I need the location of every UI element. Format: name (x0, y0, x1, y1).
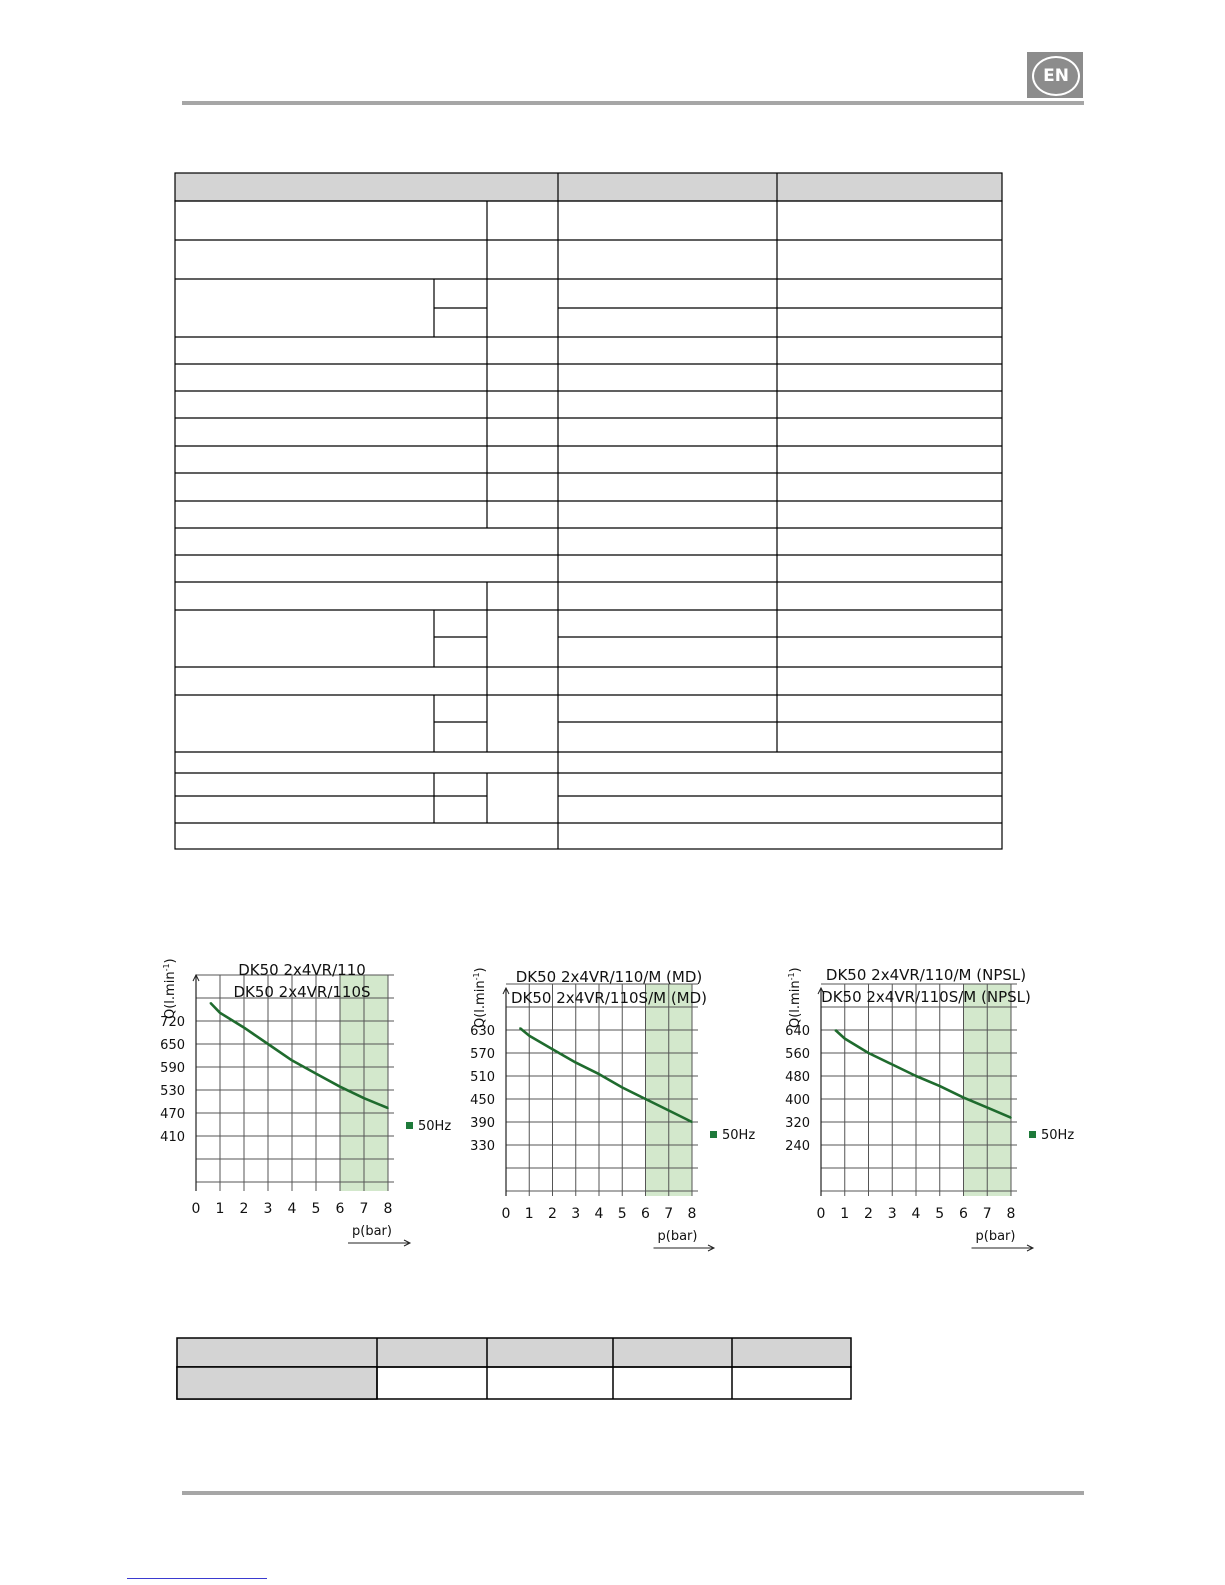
flow-curve-point (1010, 1117, 1012, 1119)
x-tick-label: 8 (383, 1201, 393, 1217)
x-tick-label: 6 (959, 1206, 968, 1222)
flow-chart-2 (460, 960, 770, 1260)
y-tick-label: 630 (470, 1024, 495, 1039)
flow-curve-point (219, 1012, 221, 1014)
flow-curve-point (844, 1038, 846, 1040)
x-tick-label: 2 (239, 1201, 249, 1217)
flow-curve-point (363, 1097, 365, 1099)
flow-curve-point (575, 1062, 577, 1064)
flow-curve-point (528, 1035, 530, 1037)
y-tick-label: 570 (470, 1047, 495, 1062)
x-tick-label: 6 (335, 1201, 345, 1217)
y-tick-label: 510 (470, 1070, 495, 1085)
y-tick-label: 480 (785, 1070, 810, 1085)
x-tick-label: 7 (664, 1206, 674, 1222)
x-tick-label: 4 (594, 1206, 604, 1222)
y-axis-label: $Q(l.\min^{-1})$ (472, 967, 488, 1028)
summary-table-row-label (177, 1367, 377, 1399)
x-tick-label: 3 (263, 1201, 273, 1217)
flow-curve-point (834, 1029, 836, 1031)
x-tick-label: 5 (311, 1201, 321, 1217)
chart-title-line: DK50 2x4VR/110 (238, 961, 366, 979)
x-tick-label: 4 (911, 1206, 921, 1222)
y-tick-label: 240 (785, 1139, 810, 1154)
flow-curve-point (387, 1107, 389, 1109)
legend-label: 50Hz (1041, 1128, 1075, 1143)
summary-table-header (177, 1338, 851, 1367)
y-tick-label: 530 (160, 1084, 185, 1099)
y-tick-label: 470 (160, 1107, 185, 1122)
flow-curve-point (668, 1110, 670, 1112)
x-axis-label: p(bar) (657, 1229, 698, 1244)
x-tick-label: 5 (617, 1206, 627, 1222)
flow-curve-point (645, 1098, 647, 1100)
flow-curve-point (291, 1060, 293, 1062)
x-tick-label: 7 (359, 1201, 369, 1217)
x-tick-label: 2 (864, 1206, 873, 1222)
flow-curve-point (986, 1107, 988, 1109)
flow-curve-point (598, 1073, 600, 1075)
x-axis-label: p(bar) (352, 1224, 392, 1239)
flow-curve-point (243, 1027, 245, 1029)
summary-table (177, 1338, 851, 1399)
x-tick-label: 6 (641, 1206, 650, 1222)
flow-curve-point (210, 1002, 212, 1004)
x-tick-label: 0 (816, 1206, 826, 1222)
spec-table-header (175, 173, 1002, 201)
x-tick-label: 8 (687, 1206, 697, 1222)
flow-chart-3 (775, 960, 1085, 1260)
flow-curve-point (267, 1043, 269, 1045)
flow-curve-point (315, 1073, 317, 1075)
chart-title-line: DK50 2x4VR/110/M (NPSL) (825, 966, 1027, 984)
legend-swatch (1029, 1131, 1036, 1138)
x-tick-label: 4 (287, 1201, 297, 1217)
y-axis-label: $Q(l.\min^{-1})$ (162, 958, 178, 1019)
flow-curve-point (691, 1121, 693, 1123)
chart-title-line: DK50 2x4VR/110/M (MD) (515, 968, 703, 986)
x-axis-label: p(bar) (975, 1229, 1016, 1244)
x-tick-label: 0 (191, 1201, 201, 1217)
x-tick-label: 3 (571, 1206, 581, 1222)
x-tick-label: 5 (935, 1206, 945, 1222)
x-tick-label: 2 (548, 1206, 557, 1222)
y-tick-label: 320 (785, 1116, 810, 1131)
y-tick-label: 330 (470, 1139, 495, 1154)
flow-curve-point (939, 1085, 941, 1087)
y-tick-label: 560 (785, 1047, 810, 1062)
flow-curve-point (868, 1052, 870, 1054)
y-tick-label: 410 (160, 1130, 185, 1145)
y-tick-label: 400 (785, 1093, 810, 1108)
flow-curve-point (552, 1048, 554, 1050)
x-tick-label: 7 (982, 1206, 992, 1222)
y-axis-label: $Q(l.\min^{-1})$ (787, 967, 803, 1028)
flow-chart-1 (150, 955, 460, 1255)
y-tick-label: 590 (160, 1061, 185, 1076)
x-tick-label: 8 (1006, 1206, 1016, 1222)
language-badge-label: EN (1032, 56, 1080, 96)
x-tick-label: 1 (840, 1206, 850, 1222)
y-tick-label: 650 (160, 1038, 185, 1053)
flow-curve-point (519, 1027, 521, 1029)
x-tick-label: 1 (215, 1201, 225, 1217)
flow-curve-point (963, 1097, 965, 1099)
y-tick-label: 720 (160, 1015, 185, 1030)
x-tick-label: 1 (524, 1206, 534, 1222)
flow-curve-point (891, 1064, 893, 1066)
x-tick-label: 0 (501, 1206, 511, 1222)
legend-label: 50Hz (418, 1119, 452, 1134)
legend-swatch (406, 1122, 413, 1129)
y-tick-label: 640 (785, 1024, 810, 1039)
y-tick-label: 450 (470, 1093, 495, 1108)
y-tick-label: 390 (470, 1116, 495, 1131)
chart-title-line: DK50 2x4VR/110S (233, 983, 371, 1001)
legend-label: 50Hz (722, 1128, 756, 1143)
chart-title-line: DK50 2x4VR/110S/M (NPSL) (821, 988, 1031, 1006)
flow-curve-point (621, 1087, 623, 1089)
flow-curve-point (339, 1086, 341, 1088)
chart-title-line: DK50 2x4VR/110S/M (MD) (510, 989, 708, 1007)
legend-swatch (710, 1131, 717, 1138)
x-tick-label: 3 (887, 1206, 897, 1222)
flow-curve-point (915, 1075, 917, 1077)
